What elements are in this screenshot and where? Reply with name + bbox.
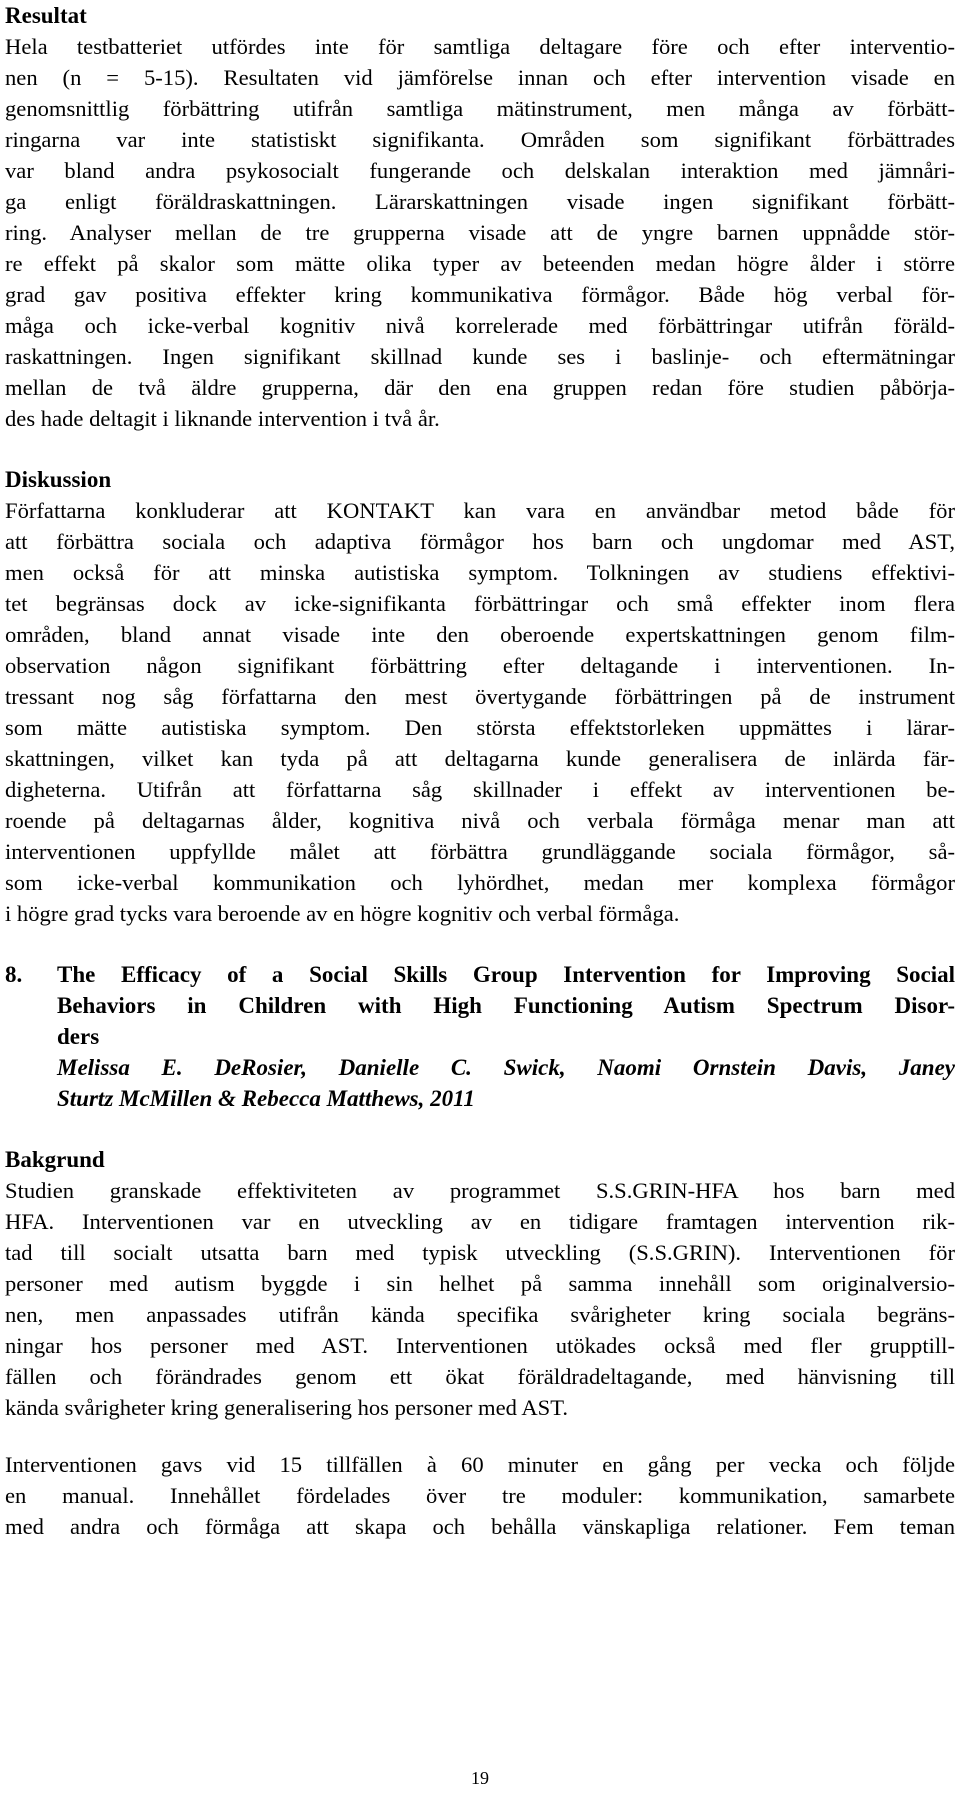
- article-authors-line: Sturtz McMillen & Rebecca Matthews, 2011: [57, 1086, 475, 1111]
- article-title-line: Behaviors in Children with High Functioning Autism Spectrum Disor-: [57, 993, 955, 1018]
- diskussion-line: i högre grad tycks vara beroende av en högre kognitiv och verbal förmåga.: [5, 901, 680, 926]
- resultat-line: Hela testbatteriet utfördes inte för samtliga deltagare före och efter interventio-: [5, 34, 955, 59]
- article-title: [57, 959, 955, 1052]
- article-entry: [5, 959, 955, 1114]
- diskussion-line: tet begränsas dock av icke-signifikanta förbättringar och små effekter inom flera: [5, 591, 955, 616]
- section-bakgrund: [5, 1144, 955, 1542]
- bakgrund-line: Interventionen gavs vid 15 tillfällen à 60 minuter en gång per vecka och följde: [5, 1452, 955, 1477]
- resultat-line: re effekt på skalor som mätte olika typer av beteenden medan högre ålder i större: [5, 251, 955, 276]
- resultat-line: var bland andra psykosocialt fungerande och delskalan interaktion med jämnåri-: [5, 158, 955, 183]
- section-heading-bakgrund: Bakgrund: [5, 1147, 105, 1172]
- resultat-line: nen (n = 5-15). Resultaten vid jämförelse innan och efter intervention visade en: [5, 65, 955, 90]
- resultat-line: ringarna var inte statistiskt signifikanta. Områden som signifikant förbättrades: [5, 127, 955, 152]
- bakgrund-line: ningar hos personer med AST. Interventionen utökades också med fler grupptill-: [5, 1333, 955, 1358]
- resultat-line: genomsnittlig förbättring utifrån samtliga mätinstrument, men många av förbätt-: [5, 96, 955, 121]
- bakgrund-paragraph-2: [5, 1449, 955, 1542]
- bakgrund-line: Studien granskade effektiviteten av programmet S.S.GRIN-HFA hos barn med: [5, 1178, 955, 1203]
- section-resultat: [5, 0, 955, 434]
- diskussion-line: men också för att minska autistiska symptom. Tolkningen av studiens effektivi-: [5, 560, 955, 585]
- diskussion-line: observation någon signifikant förbättring efter deltagande i interventionen. In-: [5, 653, 955, 678]
- resultat-line: ring. Analyser mellan de tre grupperna visade att de yngre barnen uppnådde stör-: [5, 220, 955, 245]
- bakgrund-line: tad till socialt utsatta barn med typisk utveckling (S.S.GRIN). Interventionen för: [5, 1240, 955, 1265]
- bakgrund-line: personer med autism byggde i sin helhet på samma innehåll som originalversio-: [5, 1271, 955, 1296]
- diskussion-line: roende på deltagarnas ålder, kognitiva nivå och verbala förmåga menar man att: [5, 808, 955, 833]
- resultat-line: ga enligt föräldraskattningen. Lärarskattningen visade ingen signifikant förbätt-: [5, 189, 955, 214]
- bakgrund-paragraph: [5, 1175, 955, 1423]
- section-diskussion: [5, 464, 955, 929]
- bakgrund-line: HFA. Interventionen var en utveckling av en tidigare framtagen intervention rik-: [5, 1209, 955, 1234]
- diskussion-line: att förbättra sociala och adaptiva förmågor hos barn och ungdomar med AST,: [5, 529, 955, 554]
- bakgrund-line: fällen och förändrades genom ett ökat föräldradeltagande, med hänvisning till: [5, 1364, 955, 1389]
- document-page: [5, 0, 955, 1542]
- resultat-paragraph: [5, 31, 955, 434]
- bakgrund-line: med andra och förmåga att skapa och behålla vänskapliga relationer. Fem teman: [5, 1514, 955, 1539]
- diskussion-line: områden, bland annat visade inte den oberoende expertskattningen genom film-: [5, 622, 955, 647]
- section-heading-resultat: Resultat: [5, 3, 87, 28]
- bakgrund-line: en manual. Innehållet fördelades över tre moduler: kommunikation, samarbete: [5, 1483, 955, 1508]
- article-body: [57, 959, 955, 1114]
- diskussion-line: interventionen uppfyllde målet att förbättra grundläggande sociala förmågor, så-: [5, 839, 955, 864]
- article-authors-line: Melissa E. DeRosier, Danielle C. Swick, Naomi Ornstein Davis, Janey: [57, 1055, 955, 1080]
- resultat-line: måga och icke-verbal kognitiv nivå korrelerade med förbättringar utifrån föräld-: [5, 313, 955, 338]
- resultat-line: des hade deltagit i liknande intervention i två år.: [5, 406, 440, 431]
- page-number: 19: [471, 1768, 489, 1788]
- diskussion-line: digheterna. Utifrån att författarna såg skillnader i effekt av interventionen be-: [5, 777, 955, 802]
- article-title-line: ders: [57, 1024, 100, 1049]
- bakgrund-line: kända svårigheter kring generalisering hos personer med AST.: [5, 1395, 569, 1420]
- article-authors: [57, 1052, 955, 1114]
- article-number: 8.: [5, 962, 23, 987]
- section-heading-diskussion: Diskussion: [5, 467, 112, 492]
- diskussion-line: skattningen, vilket kan tyda på att deltagarna kunde generalisera de inlärda fär-: [5, 746, 955, 771]
- diskussion-line: Författarna konkluderar att KONTAKT kan vara en användbar metod både för: [5, 498, 955, 523]
- diskussion-line: som icke-verbal kommunikation och lyhördhet, medan mer komplexa förmågor: [5, 870, 955, 895]
- bakgrund-line: nen, men anpassades utifrån kända specifika svårigheter kring sociala begräns-: [5, 1302, 955, 1327]
- resultat-line: grad gav positiva effekter kring kommunikativa förmågor. Både hög verbal för-: [5, 282, 955, 307]
- diskussion-line: tressant nog såg författarna den mest övertygande förbättringen på de instrument: [5, 684, 955, 709]
- article-title-line: The Efficacy of a Social Skills Group Intervention for Improving Social: [57, 962, 955, 987]
- diskussion-paragraph: [5, 495, 955, 929]
- diskussion-line: som mätte autistiska symptom. Den största effektstorleken uppmättes i lärar-: [5, 715, 955, 740]
- resultat-line: raskattningen. Ingen signifikant skillnad kunde ses i baslinje- och eftermätningar: [5, 344, 955, 369]
- resultat-line: mellan de två äldre grupperna, där den ena gruppen redan före studien påbörja-: [5, 375, 955, 400]
